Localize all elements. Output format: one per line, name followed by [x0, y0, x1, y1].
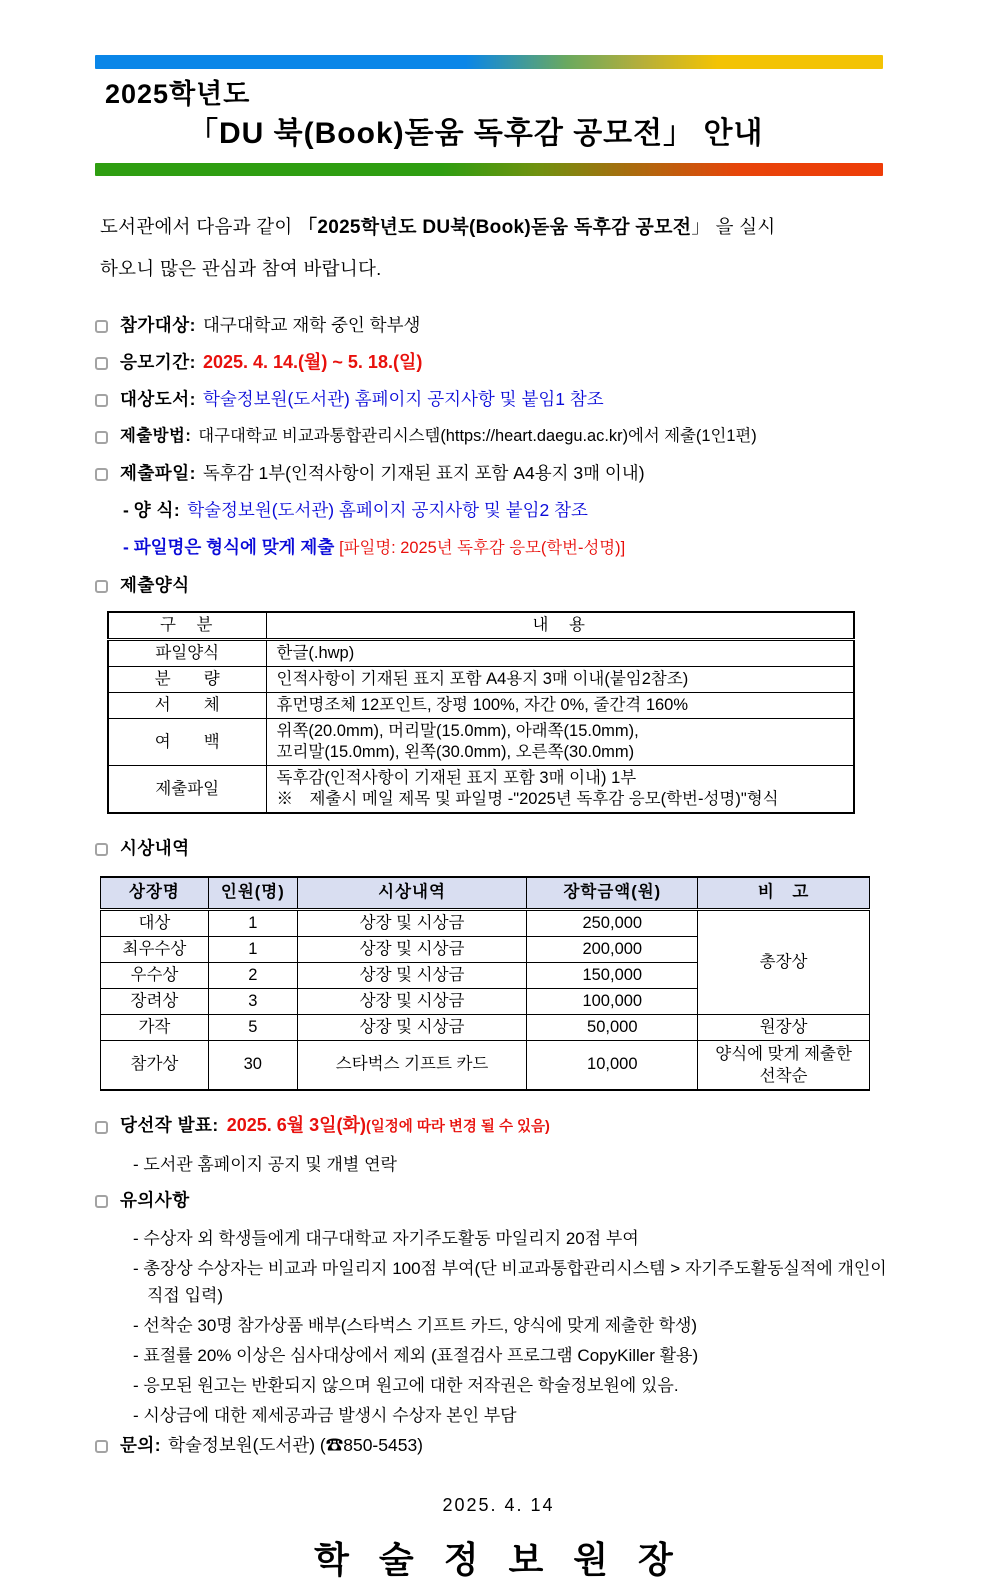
form-label: 양 식: — [133, 500, 181, 520]
info-row-method — [95, 424, 902, 448]
checkbox-icon — [95, 843, 108, 856]
checkbox-icon — [95, 580, 108, 593]
checkbox-icon — [95, 1195, 108, 1208]
footer-signature: 학 술 정 보 원 장 — [314, 1539, 683, 1580]
page-title: 「DU 북(Book)돋움 독후감 공모전」 안내 — [188, 117, 764, 150]
awards-header-amount: 장학금액(원) — [527, 877, 698, 909]
award-amount: 250,000 — [527, 909, 698, 936]
award-name: 대상 — [101, 909, 209, 936]
award-amount: 10,000 — [527, 1040, 698, 1090]
table-row — [101, 1014, 870, 1040]
margin-line-1: 위쪽(20.0mm), 머리말(15.0mm), 아래쪽(15.0mm), — [276, 722, 639, 740]
announcement-date: 2025. 6월 3일(화) — [226, 1115, 366, 1135]
format-table-header-row — [108, 612, 854, 640]
info-row-text — [120, 424, 757, 448]
contact-label: 문의: — [120, 1435, 162, 1455]
award-count: 30 — [208, 1040, 297, 1090]
filename-example: [파일명: 2025년 독후감 응모(학번-성명)] — [339, 539, 626, 557]
announcement-date-note: (일정에 따라 변경 될 수 있음) — [365, 1119, 550, 1135]
awards-section-label: 시상내역 — [120, 838, 190, 858]
books-value: 학술정보원(도서관) 홈페이지 공지사항 및 붙임1 참조 — [202, 389, 604, 409]
info-row-text — [120, 461, 645, 485]
info-row-file — [95, 461, 902, 485]
format-header-content: 내 용 — [266, 612, 854, 640]
award-count: 5 — [208, 1014, 297, 1040]
info-row-filename — [123, 535, 902, 560]
format-row-value: 한글(.hwp) — [266, 640, 854, 667]
info-row-format — [95, 573, 902, 597]
award-detail: 상장 및 시상금 — [297, 962, 527, 988]
announcement-label: 당선작 발표: — [120, 1115, 219, 1135]
method-value: 대구대학교 비교과통합관리시스템(https://heart.daegu.ac.kr)에서 제출(1인1편) — [198, 427, 757, 445]
intro-text-post: 」 을 실시 — [691, 216, 776, 237]
participation-note-line2: 선착순 — [759, 1066, 808, 1085]
checkbox-icon — [95, 357, 108, 370]
award-count: 2 — [208, 962, 297, 988]
award-amount: 200,000 — [527, 936, 698, 962]
header-year: 2025학년도 — [105, 79, 251, 109]
notice-item: - 수상자 외 학생들에게 대구대학교 자기주도활동 마일리지 20점 부여 — [133, 1225, 902, 1252]
format-row-value — [266, 719, 854, 766]
awards-header-row — [101, 877, 870, 909]
award-note-president: 총장상 — [698, 909, 870, 1014]
format-row-label: 파일양식 — [108, 640, 266, 667]
notice-item: - 시상금에 대한 제세공과금 발생시 수상자 본인 부담 — [133, 1402, 902, 1429]
filename-row-text — [123, 535, 625, 560]
awards-header-detail: 시상내역 — [297, 877, 527, 909]
award-name: 장려상 — [101, 988, 209, 1014]
intro-paragraph — [100, 206, 902, 289]
checkbox-icon — [95, 431, 108, 444]
notice-item: - 선착순 30명 참가상품 배부(스타벅스 기프트 카드, 양식에 맞게 제출한 학생) — [133, 1312, 902, 1339]
checkbox-icon — [95, 468, 108, 481]
notices-list — [95, 1225, 902, 1429]
participation-note-line1: 양식에 맞게 제출한 — [715, 1044, 852, 1063]
header-top-gradient-bar — [95, 55, 883, 69]
format-row-value: 인적사항이 기재된 표지 포함 A4용지 3매 이내(붙임2참조) — [266, 667, 854, 693]
award-detail: 스타벅스 기프트 카드 — [297, 1040, 527, 1090]
form-value: 학술정보원(도서관) 홈페이지 공지사항 및 붙임2 참조 — [187, 500, 588, 520]
awards-section-heading — [95, 836, 902, 860]
award-amount: 50,000 — [527, 1014, 698, 1040]
info-row-text — [120, 387, 604, 411]
target-label: 참가대상: — [120, 315, 196, 335]
table-row — [108, 719, 854, 766]
file-value: 독후감 1부(인적사항이 기재된 표지 포함 A4용지 3매 이내) — [202, 463, 645, 483]
announcement-heading — [95, 1113, 902, 1139]
award-count: 1 — [208, 936, 297, 962]
notices-heading — [95, 1188, 902, 1212]
award-name: 우수상 — [101, 962, 209, 988]
format-header-category: 구 분 — [108, 612, 266, 640]
award-name: 가작 — [101, 1014, 209, 1040]
period-value: 2025. 4. 14.(월) ~ 5. 18.(일) — [202, 352, 423, 372]
checkbox-icon — [95, 1121, 108, 1134]
period-label: 응모기간: — [120, 352, 196, 372]
format-row-label: 제출파일 — [108, 766, 266, 814]
awards-header-name: 상장명 — [101, 877, 209, 909]
table-row — [101, 909, 870, 936]
award-amount: 100,000 — [527, 988, 698, 1014]
intro-contest-title: 「2025학년도 DU북(Book)돋움 독후감 공모전 — [298, 217, 692, 238]
file-line-2: ※ 제출시 메일 제목 및 파일명 -"2025년 독후감 응모(학번-성명)"형식 — [276, 790, 779, 808]
intro-text-pre: 도서관에서 다음과 같이 — [100, 216, 299, 237]
contact-row — [95, 1433, 902, 1457]
info-list — [95, 313, 902, 597]
filename-rule: - 파일명은 형식에 맞게 제출 — [123, 537, 334, 557]
award-note-participation — [698, 1040, 870, 1090]
notices-label: 유의사항 — [120, 1190, 190, 1210]
award-name: 참가상 — [101, 1040, 209, 1090]
margin-line-2: 꼬리말(15.0mm), 왼쪽(30.0mm), 오른쪽(30.0mm) — [276, 743, 635, 761]
awards-table — [100, 876, 870, 1091]
footer-date: 2025. 4. 14 — [442, 1495, 555, 1515]
notice-item: - 응모된 원고는 반환되지 않으며 원고에 대한 저작권은 학술정보원에 있음. — [133, 1372, 902, 1399]
form-row-text — [123, 498, 588, 522]
method-label: 제출방법: — [120, 427, 192, 445]
award-note-director: 원장상 — [698, 1014, 870, 1040]
award-detail: 상장 및 시상금 — [297, 936, 527, 962]
checkbox-icon — [95, 394, 108, 407]
books-label: 대상도서: — [120, 389, 196, 409]
contact-value: 학술정보원(도서관) (☎850-5453) — [168, 1435, 424, 1455]
format-row-label: 여 백 — [108, 719, 266, 766]
intro-line2: 하오니 많은 관심과 참여 바랍니다. — [100, 258, 382, 279]
contact-text — [120, 1433, 423, 1457]
award-count: 1 — [208, 909, 297, 936]
info-row-text — [120, 350, 422, 374]
awards-header-count: 인원(명) — [208, 877, 297, 909]
format-section-label: 제출양식 — [120, 575, 190, 595]
format-row-value: 휴먼명조체 12포인트, 장평 100%, 자간 0%, 줄간격 160% — [266, 693, 854, 719]
format-row-label: 분 량 — [108, 667, 266, 693]
notice-item: - 총장상 수상자는 비교과 마일리지 100점 부여(단 비교과통합관리시스템 > 자기주도활동실적에 개인이 직접 입력) — [133, 1255, 902, 1309]
header-bottom-gradient-bar — [95, 163, 883, 176]
info-row-text — [120, 313, 420, 337]
award-detail: 상장 및 시상금 — [297, 909, 527, 936]
notice-item: - 표절률 20% 이상은 심사대상에서 제외 (표절검사 프로그램 CopyKiller 활용) — [133, 1342, 902, 1369]
file-line-1: 독후감(인적사항이 기재된 표지 포함 3매 이내) 1부 — [276, 769, 637, 787]
table-row — [108, 667, 854, 693]
info-row-books — [95, 387, 902, 411]
format-row-label: 서 체 — [108, 693, 266, 719]
awards-header-note: 비 고 — [698, 877, 870, 909]
award-amount: 150,000 — [527, 962, 698, 988]
format-row-value — [266, 766, 854, 814]
award-name: 최우수상 — [101, 936, 209, 962]
award-detail: 상장 및 시상금 — [297, 988, 527, 1014]
award-detail: 상장 및 시상금 — [297, 1014, 527, 1040]
award-count: 3 — [208, 988, 297, 1014]
announcement-text — [120, 1113, 550, 1139]
checkbox-icon — [95, 320, 108, 333]
table-row — [108, 640, 854, 667]
announcement-sub: - 도서관 홈페이지 공지 및 개별 연락 — [133, 1152, 902, 1178]
submission-format-table — [107, 611, 855, 814]
checkbox-icon — [95, 1440, 108, 1453]
info-row-target — [95, 313, 902, 337]
info-row-form — [123, 498, 902, 522]
target-value: 대구대학교 재학 중인 학부생 — [202, 315, 421, 335]
table-row — [108, 766, 854, 814]
table-row — [101, 1040, 870, 1090]
table-row — [108, 693, 854, 719]
file-label: 제출파일: — [120, 463, 196, 483]
info-row-period — [95, 350, 902, 374]
